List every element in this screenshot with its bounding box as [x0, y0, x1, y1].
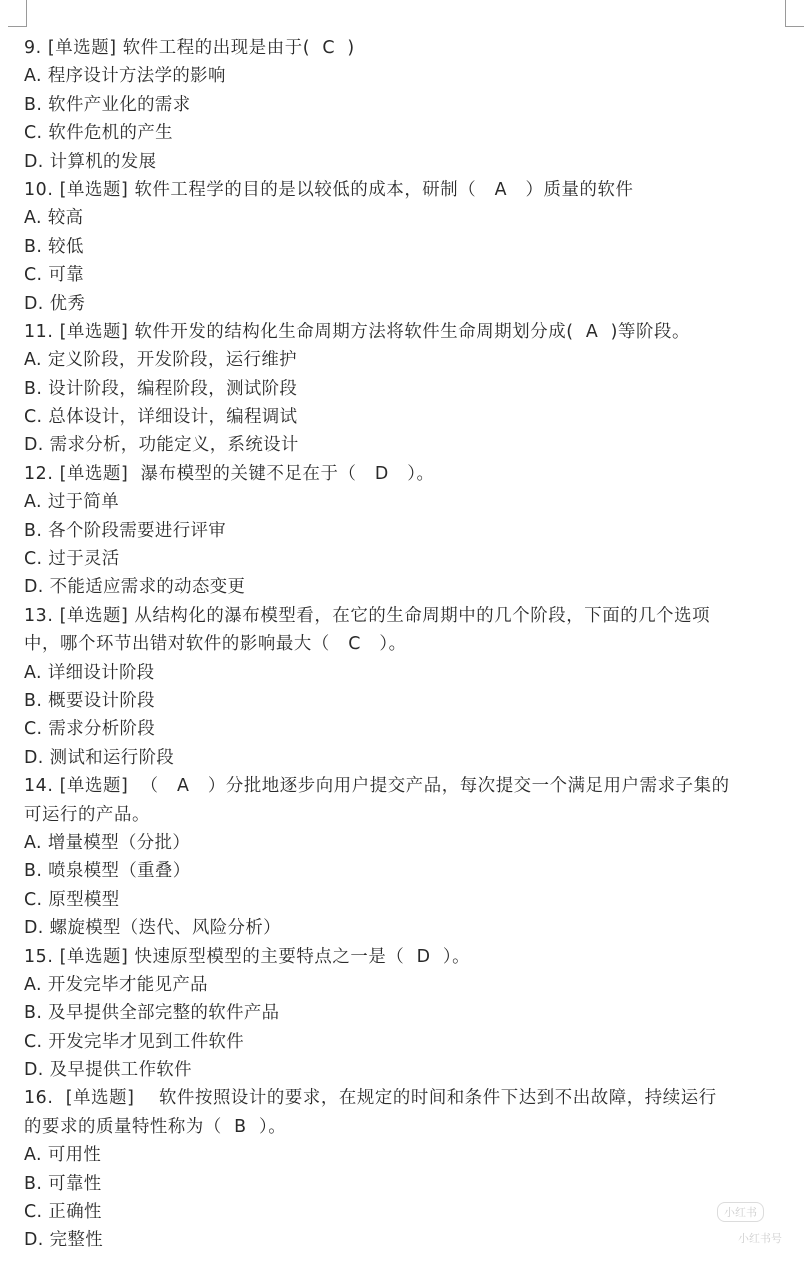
answer-option: A. 开发完毕才能见产品: [24, 974, 208, 995]
answer-option: A. 较高: [24, 208, 84, 229]
answer-option: B. 可靠性: [24, 1173, 102, 1194]
answer-option: A. 详细设计阶段: [24, 662, 155, 683]
answer-option: D. 完整性: [24, 1230, 104, 1251]
question-text-line: 可运行的产品。: [24, 804, 150, 825]
question-text-line: 13. [单选题] 从结构化的瀑布模型看，在它的生命周期中的几个阶段，下面的几个选项: [24, 605, 711, 626]
answer-option: C. 需求分析阶段: [24, 719, 156, 740]
answer-option: D. 测试和运行阶段: [24, 747, 175, 768]
question-text-line: 16. [单选题] 软件按照设计的要求，在规定的时间和条件下达到不出故障，持续运行: [24, 1088, 717, 1109]
answer-option: C. 总体设计，详细设计，编程调试: [24, 407, 298, 428]
answer-option: B. 设计阶段，编程阶段，测试阶段: [24, 378, 298, 399]
answer-option: B. 及早提供全部完整的软件产品: [24, 1003, 280, 1024]
answer-option: D. 不能适应需求的动态变更: [24, 577, 246, 598]
answer-option: B. 概要设计阶段: [24, 690, 155, 711]
answer-option: A. 可用性: [24, 1145, 102, 1166]
page-corner-mark-left: [8, 0, 27, 27]
question-text-line: 的要求的质量特性称为（ B ）。: [24, 1116, 287, 1137]
answer-option: B. 软件产业化的需求: [24, 94, 191, 115]
answer-option: C. 开发完毕才见到工件软件: [24, 1031, 245, 1052]
answer-option: D. 螺旋模型（迭代、风险分析）: [24, 918, 281, 939]
answer-option: D. 及早提供工作软件: [24, 1060, 192, 1081]
answer-option: C. 软件危机的产生: [24, 123, 173, 144]
answer-option: D. 需求分析，功能定义，系统设计: [24, 435, 299, 456]
answer-option: A. 增量模型（分批）: [24, 832, 191, 853]
answer-option: C. 过于灵活: [24, 549, 120, 570]
watermark-text: 小红书号: [738, 1232, 782, 1245]
answer-option: D. 优秀: [24, 293, 86, 314]
question-document: [24, 34, 784, 1255]
answer-option: A. 定义阶段，开发阶段，运行维护: [24, 350, 297, 371]
answer-option: C. 正确性: [24, 1202, 102, 1223]
answer-option: C. 原型模型: [24, 889, 120, 910]
page-corner-mark-right: [785, 0, 804, 27]
question-text-line: 11. [单选题] 软件开发的结构化生命周期方法将软件生命周期划分成( A )等阶段。: [24, 321, 690, 342]
answer-option: A. 程序设计方法学的影响: [24, 66, 226, 87]
question-text-line: 10. [单选题] 软件工程学的目的是以较低的成本，研制（ A ）质量的软件: [24, 179, 634, 200]
answer-option: A. 过于简单: [24, 492, 120, 513]
answer-option: D. 计算机的发展: [24, 151, 157, 172]
answer-option: B. 各个阶段需要进行评审: [24, 520, 227, 541]
question-text-line: 中，哪个环节出错对软件的影响最大（ C ）。: [24, 634, 407, 655]
question-text-line: 15. [单选题] 快速原型模型的主要特点之一是（ D ）。: [24, 946, 471, 967]
answer-option: C. 可靠: [24, 265, 84, 286]
watermark-badge: 小红书: [717, 1202, 764, 1222]
answer-option: B. 较低: [24, 236, 84, 257]
question-text-line: 12. [单选题] 瀑布模型的关键不足在于（ D ）。: [24, 463, 435, 484]
answer-option: B. 喷泉模型（重叠）: [24, 861, 191, 882]
question-text-line: 14. [单选题] （ A ）分批地逐步向用户提交产品，每次提交一个满足用户需求子集的: [24, 776, 730, 797]
question-text-line: 9. [单选题] 软件工程的出现是由于( C ): [24, 38, 355, 58]
